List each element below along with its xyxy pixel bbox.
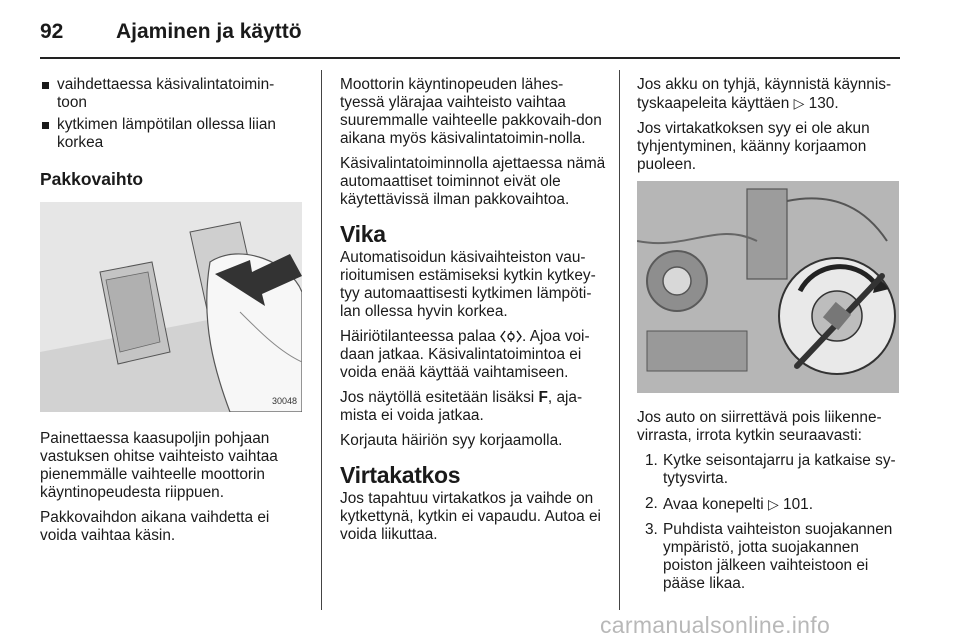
page-reference-link[interactable]: 101 (783, 496, 809, 513)
bullet-item: vaihdettaessa käsivalintatoimin-toon (40, 76, 302, 112)
heading-vika: Vika (340, 221, 386, 247)
paragraph: Korjauta häiriön syy korjaamolla. (340, 432, 563, 449)
paragraph: Painettaessa kaasupoljin pohjaan vastuksen ohitse vaihteisto vaihtaa pienemmälle vaihteelle moottorin käyntinopeudesta riippuen. (40, 430, 278, 501)
paragraph: Käsivalintatoiminnolla ajettaessa nämä automaattiset toiminnot eivät ole käytettävissä ilman pakkovaihtoa. (340, 155, 606, 208)
heading-virtakatkos: Virtakatkos (340, 462, 461, 488)
column-1 (40, 76, 302, 552)
page-title: Ajaminen ja käyttö (116, 20, 302, 43)
paragraph: Jos näytöllä esitetään lisäksi F, aja-mista ei voida jatkaa. (340, 389, 583, 424)
page-header (40, 14, 900, 54)
gearbox-cover-figure (637, 181, 899, 393)
kickdown-pedal-figure (40, 202, 302, 412)
watermark: carmanualsonline.info (600, 612, 831, 638)
paragraph: Jos virtakatkoksen syy ei ole akun tyhjentyminen, käänny korjaamon puoleen. (637, 120, 870, 173)
engine-bay-illustration-icon (637, 181, 899, 393)
bullet-item: kytkimen lämpötilan ollessa liian korkea (40, 116, 302, 152)
header-rule (40, 57, 900, 59)
paragraph: Jos auto on siirrettävä pois liikenne-virrasta, irrota kytkin seuraavasti: (637, 409, 882, 444)
paragraph: Jos tapahtuu virtakatkos ja vaihde on kytkettynä, kytkin ei vapaudu. Autoa ei voida liikuttaa. (340, 490, 601, 543)
column-2 (340, 76, 606, 551)
paragraph: Häiriötilanteessa palaa . Ajoa voi-daan jatkaa. Käsivalintatoimintoa ei voida enää käyttää vaihtamiseen. (340, 328, 590, 381)
page-number: 92 (40, 20, 64, 43)
paragraph: Automatisoidun käsivaihteiston vau-rioitumisen estämiseksi kytkin kytkey-tyy automaattisesti kytkimen lämpöti-lan ollessa hyvin korkea. (340, 249, 596, 320)
pedal-illustration-icon (40, 202, 302, 412)
paragraph: Moottorin käyntinopeuden lähes-tyessä ylärajaa vaihteisto vaihtaa suuremmalle vaihteelle pakkovaih-don aikana myös käsivalintatoimin-nolla. (340, 76, 602, 147)
numbered-step: 3. Puhdista vaihteiston suojakannen ympäristö, jotta suojakannen poiston jälkeen vaihteistoon ei pääse likaa. (645, 521, 893, 592)
svg-text:30048: 30048 (272, 396, 298, 406)
numbered-step: 2. Avaa konepelti ▷ 101. (645, 495, 813, 513)
page-reference-link[interactable]: 130 (808, 95, 835, 112)
paragraph: Jos akku on tyhjä, käynnistä käynnis-tyskaapeleita käyttäen ▷ 130. (637, 76, 892, 112)
page-reference-icon: ▷ (793, 95, 805, 111)
page-reference-icon: ▷ (767, 496, 779, 512)
column-divider-2 (619, 70, 620, 610)
column-divider-1 (321, 70, 322, 610)
heading-pakkovaihto: Pakkovaihto (40, 169, 144, 189)
numbered-step: 1. Kytke seisontajarru ja katkaise sy-tytysvirta. (645, 452, 896, 487)
paragraph: Pakkovaihdon aikana vaihdetta ei voida vaihtaa käsin. (40, 509, 270, 544)
gearbox-warning-icon (500, 330, 522, 343)
column-3 (637, 76, 901, 600)
